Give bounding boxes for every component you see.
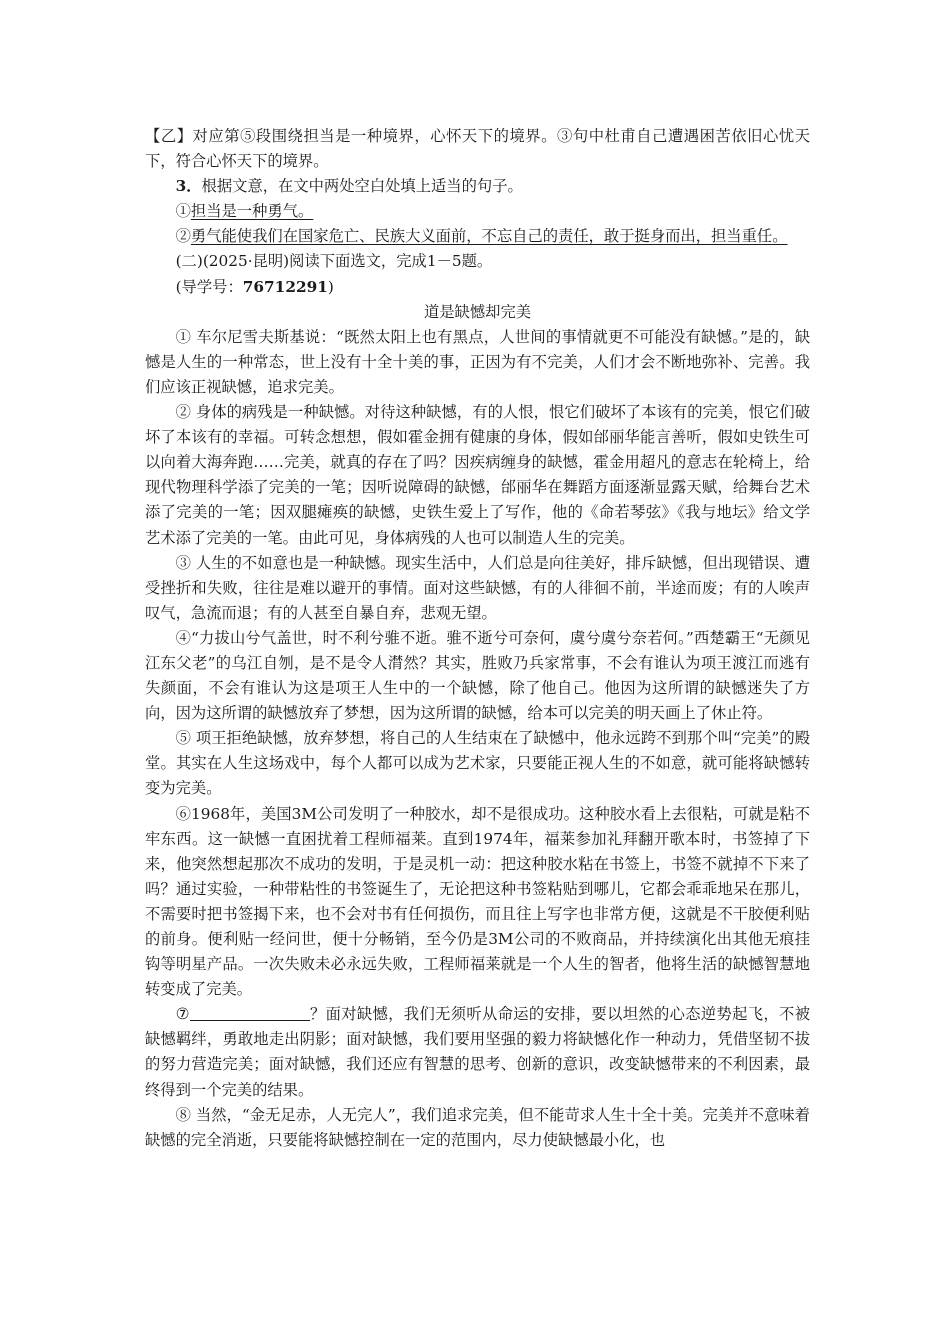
answer-number: ②	[175, 227, 191, 246]
question-number: 3．	[175, 177, 202, 196]
paragraph-number: ⑦	[175, 1005, 190, 1024]
section-intro: (二)(2025·昆明)阅读下面选文，完成1－5题。	[175, 252, 493, 271]
answer-text: 勇气能使我们在国家危亡、民族大义面前，不忘自己的责任，敢于挺身而出，担当重任。	[190, 227, 788, 246]
article-paragraph-2: ② 身体的病残是一种缺憾。对待这种缺憾，有的人恨，恨它们破坏了本该有的完美，恨它们破坏了本该有的幸福。可转念想想，假如霍金拥有健康的身体，假如邰丽华能言善听，假如史铁生可以向着大海奔跑……完美，就真的存在了吗？因疾病缠身的缺憾，霍金用超凡的意志在轮椅上，给现代物理科学添了完美的一笔；因听说障碍的缺憾，邰丽华在舞蹈方面逐渐显露天赋，给舞台艺术添了完美的一笔；因双腿瘫痪的缺憾，史铁生爱上了写作，他的《命若琴弦》《我与地坛》给文学艺术添了完美的一笔。由此可见，身体病残的人也可以制造人生的完美。	[145, 403, 810, 547]
question-text: 根据文意，在文中两处空白处填上适当的句子。	[201, 177, 523, 196]
article-paragraph-4: ④“力拔山兮气盖世，时不利兮骓不逝。骓不逝兮可奈何，虞兮虞兮奈若何。”西楚霸王“无颜见江东父老”的乌江自刎，是不是令人潸然？其实，胜败乃兵家常事，不会有谁认为项王渡江而逃有失颜面，不会有谁认为这是项王人生中的一个缺憾，除了他自己。他因为这所谓的缺憾迷失了方向，因为这所谓的缺憾放弃了梦想，因为这所谓的缺憾，给本可以完美的明天画上了休止符。	[145, 628, 810, 723]
paragraph-text: ？面对缺憾，我们无须听从命运的安排，要以坦然的心态逆势起飞，不被缺憾羁绊，勇敢地走出阴影；面对缺憾，我们要用坚强的毅力将缺憾化作一种动力，凭借坚韧不拔的努力营造完美；面对缺憾，我们还应有智慧的思考、创新的意识，改变缺憾带来的不利因素，最终得到一个完美的结果。	[145, 1005, 810, 1099]
guide-number-line	[145, 275, 810, 300]
question-3	[145, 174, 810, 199]
fill-in-blank[interactable]	[190, 1002, 310, 1021]
answer-item-1	[145, 199, 810, 224]
article-paragraph-1: ① 车尔尼雪夫斯基说：“既然太阳上也有黑点，人世间的事情就更不可能没有缺憾。”是的，缺憾是人生的一种常态，世上没有十全十美的事，正因为有不完美，人们才会不断地弥补、完善。我们应该正视缺憾，追求完美。	[145, 327, 810, 396]
guide-number: 76712291	[242, 277, 328, 296]
answer-number: ①	[175, 202, 191, 221]
article-paragraph-3: ③ 人生的不如意也是一种缺憾。现实生活中，人们总是向往美好，排斥缺憾，但出现错误、遭受挫折和失败，往往是难以避开的事情。面对这些缺憾，有的人徘徊不前，半途而废；有的人唉声叹气，急流而退；有的人甚至自暴自弃，悲观无望。	[145, 553, 810, 622]
guide-close: )	[327, 277, 334, 296]
article-paragraph-5: ⑤ 项王拒绝缺憾，放弃梦想，将自己的人生结束在了缺憾中，他永远跨不到那个叫“完美”的殿堂。其实在人生这场戏中，每个人都可以成为艺术家，只要能正视人生的不如意，就可能将缺憾转变为完美。	[145, 729, 810, 798]
article-paragraph-7	[145, 1002, 810, 1102]
answer-line: 【乙】对应第⑤段围绕担当是一种境界，心怀天下的境界。③句中杜甫自己遭遇困苦依旧心忧天下，符合心怀天下的境界。	[145, 127, 810, 171]
article-paragraph-8: ⑧ 当然，“金无足赤，人无完人”，我们追求完美，但不能苛求人生十全十美。完美并不意味着缺憾的完全消逝，只要能将缺憾控制在一定的范围内，尽力使缺憾最小化，也	[145, 1105, 810, 1149]
guide-label: (导学号：	[175, 277, 243, 296]
document-page	[145, 124, 810, 1153]
answer-text: 担当是一种勇气。	[190, 202, 314, 221]
article-paragraph-6: ⑥1968年，美国3M公司发明了一种胶水，却不是很成功。这种胶水看上去很粘，可就是粘不牢东西。这一缺憾一直困扰着工程师福莱。直到1974年，福莱参加礼拜翻开歌本时，书签掉了下来，他突然想起那次不成功的发明，于是灵机一动：把这种胶水粘在书签上，书签不就掉不下来了吗？通过实验，一种带粘性的书签诞生了，无论把这种书签粘贴到哪儿，它都会乖乖地呆在那儿，不需要时把书签揭下来，也不会对书有任何损伤，而且往上写字也非常方便，这就是不干胶便利贴的前身。便利贴一经问世，便十分畅销，至今仍是3M公司的不败商品，并持续演化出其他无痕挂钩等明星产品。一次失败未必永远失败，工程师福莱就是一个人生的智者，他将生活的缺憾智慧地转变成了完美。	[145, 804, 810, 999]
answer-item-2	[145, 224, 810, 249]
article-title: 道是缺憾却完美	[423, 302, 532, 321]
